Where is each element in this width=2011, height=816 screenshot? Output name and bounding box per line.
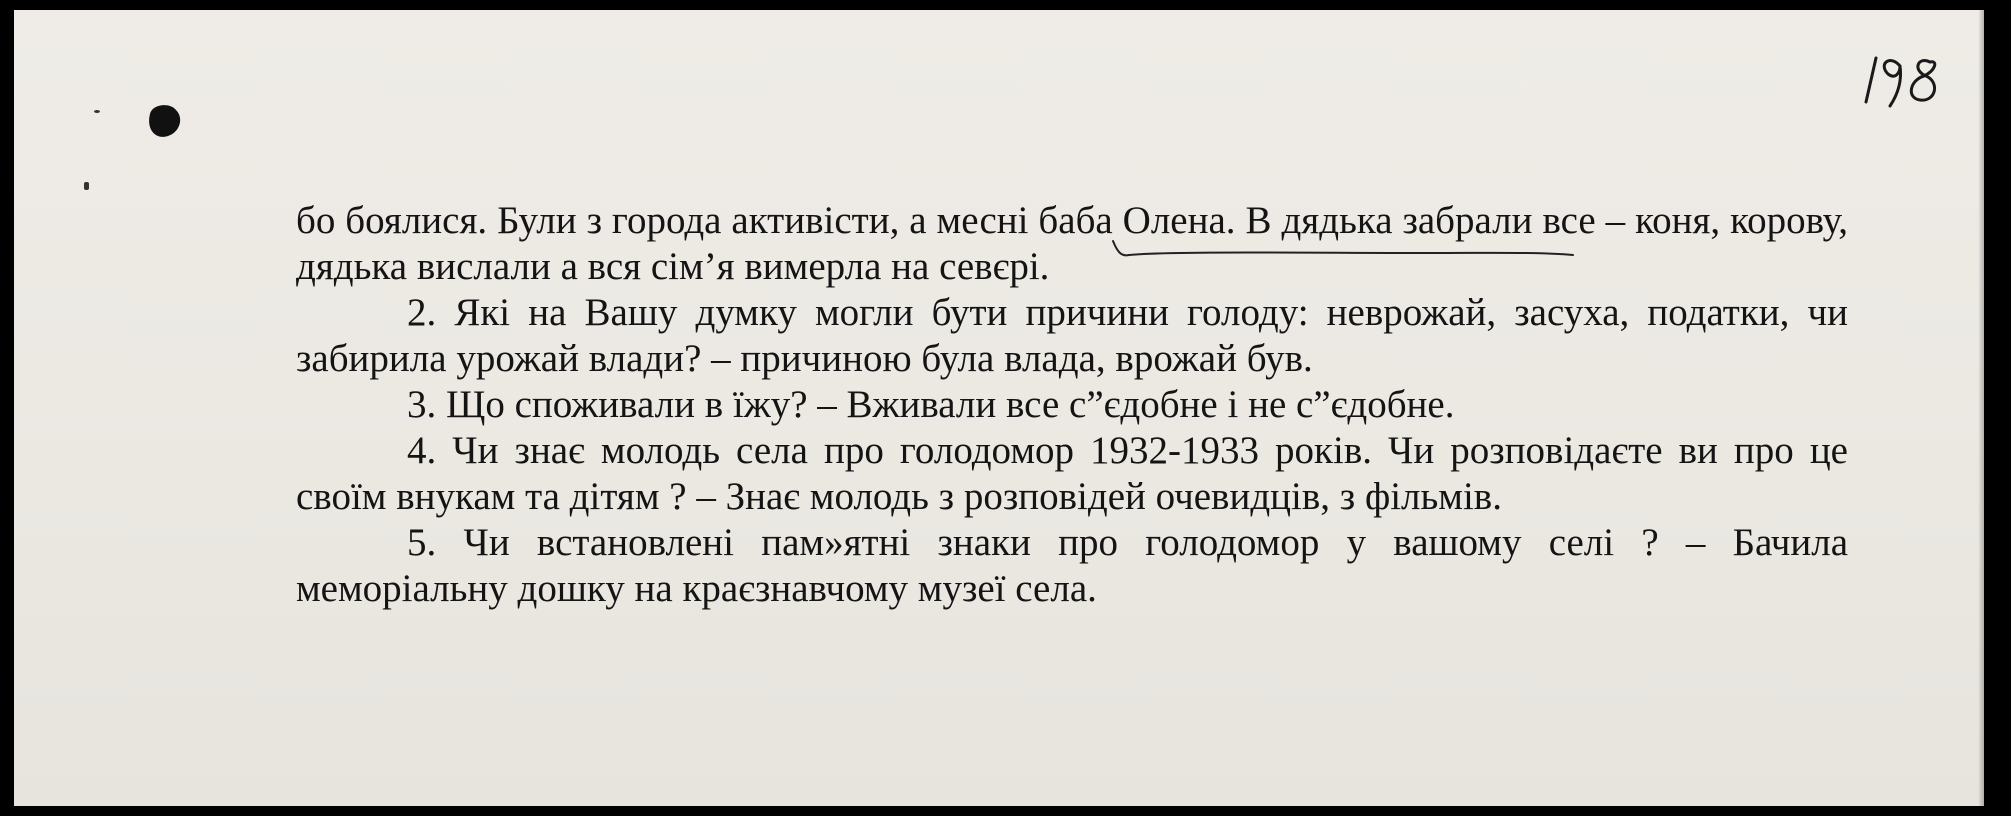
paper-speck <box>94 110 100 113</box>
page-edge-shadow <box>1978 10 1984 806</box>
document-text <box>296 198 1848 612</box>
paper-speck <box>84 182 89 190</box>
handwritten-page-number <box>1856 40 1966 120</box>
punch-hole-mark <box>142 98 186 142</box>
paragraph-intro: бо боялися. Були з города активісти, а месні баба Олена. В дядька забрали все – коня, корову, дядька вислали а вся сім’я вимерла на севєрі. <box>296 199 1848 288</box>
paragraph-question-3: 3. Що споживали в їжу? – Вживали все с”єдобне і не с”єдобне. <box>407 383 1455 426</box>
paragraph-question-2: 2. Які на Вашу думку могли бути причини голоду: неврожай, засуха, податки, чи забирила урожай влади? – причиною була влада, врожай був. <box>296 291 1848 380</box>
paragraph-question-5: 5. Чи встановлені пам»ятні знаки про голодомор у вашому селі ? – Бачила меморіальну дошку на краєзнавчому музеї села. <box>296 521 1848 610</box>
paragraph-question-4: 4. Чи знає молодь села про голодомор 1932-1933 років. Чи розповідаєте ви про це своїм внукам та дітям ? – Знає молодь з розповідей очевидців, з фільмів. <box>296 429 1848 518</box>
